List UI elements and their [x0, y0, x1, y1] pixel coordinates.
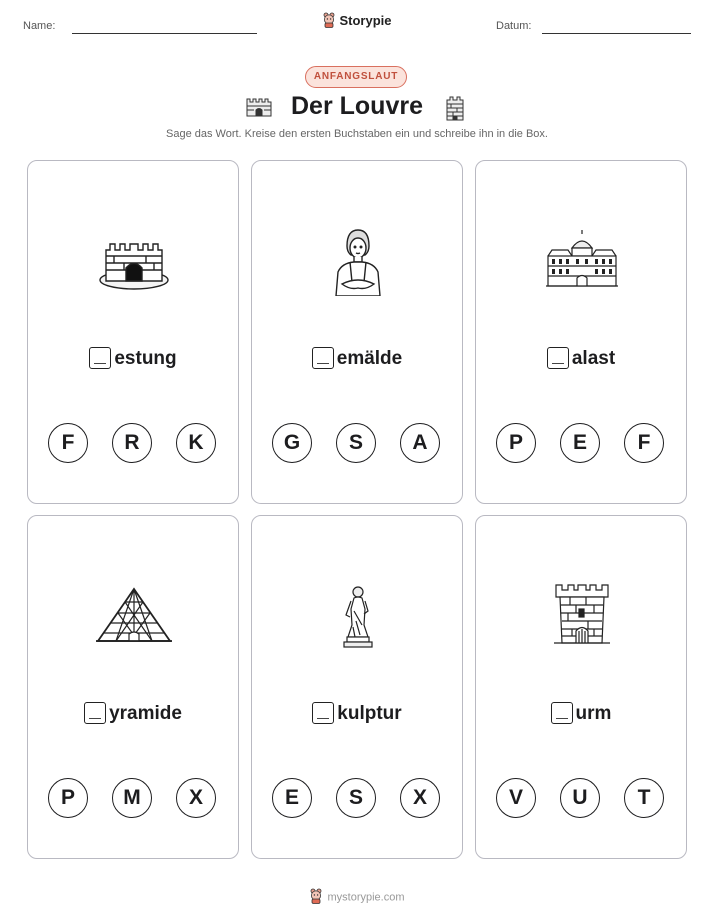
word-ending: estung — [114, 348, 177, 369]
answer-box[interactable] — [84, 702, 106, 724]
exercise-card — [475, 515, 687, 859]
letter-option[interactable]: T — [624, 778, 664, 818]
painting-portrait-icon — [318, 226, 398, 296]
word-ending: kulptur — [337, 703, 402, 724]
name-label: Name: — [23, 20, 56, 32]
letter-option[interactable]: K — [176, 423, 216, 463]
brand-name: Storypie — [339, 12, 392, 28]
letter-option[interactable]: S — [336, 423, 376, 463]
letter-option[interactable]: S — [336, 778, 376, 818]
palace-icon — [542, 226, 622, 296]
word-ending: emälde — [336, 348, 403, 369]
word-prompt — [476, 347, 686, 370]
footer-url[interactable]: mystorypie.com — [327, 891, 405, 904]
letter-option[interactable]: U — [560, 778, 600, 818]
word-ending: yramide — [109, 703, 182, 724]
answer-box[interactable] — [312, 347, 334, 369]
date-label: Datum: — [496, 20, 532, 32]
word-prompt — [252, 347, 462, 370]
exercise-card — [27, 160, 239, 504]
letter-option[interactable]: R — [112, 423, 152, 463]
letter-option[interactable]: G — [272, 423, 312, 463]
storypie-logo-icon — [322, 12, 336, 31]
letter-option[interactable]: F — [624, 423, 664, 463]
exercise-card — [27, 515, 239, 859]
letter-option[interactable]: E — [560, 423, 600, 463]
fortress-icon — [94, 226, 174, 296]
exercise-card — [475, 160, 687, 504]
brand — [0, 12, 714, 31]
word-ending: urm — [575, 703, 612, 724]
letter-option[interactable]: M — [112, 778, 152, 818]
date-line[interactable] — [542, 33, 691, 34]
letter-option[interactable]: V — [496, 778, 536, 818]
name-line[interactable] — [72, 33, 257, 34]
category-badge: ANFANGSLAUT — [305, 66, 407, 88]
letter-option[interactable]: X — [400, 778, 440, 818]
answer-box[interactable] — [312, 702, 334, 724]
letter-option[interactable]: P — [48, 778, 88, 818]
letter-option[interactable]: F — [48, 423, 88, 463]
word-prompt — [28, 347, 238, 370]
word-prompt — [476, 702, 686, 725]
letter-option[interactable]: A — [400, 423, 440, 463]
statue-icon — [318, 581, 398, 651]
instructions: Sage das Wort. Kreise den ersten Buchstaben ein und schreibe ihn in die Box. — [166, 128, 548, 140]
answer-box[interactable] — [89, 347, 111, 369]
letter-option[interactable]: X — [176, 778, 216, 818]
glass-pyramid-icon — [94, 581, 174, 651]
answer-box[interactable] — [551, 702, 573, 724]
exercise-card — [251, 160, 463, 504]
page-title: Der Louvre — [291, 92, 423, 120]
exercise-card — [251, 515, 463, 859]
tower-icon — [542, 581, 622, 651]
storypie-logo-icon — [309, 888, 323, 907]
answer-box[interactable] — [547, 347, 569, 369]
word-prompt — [252, 702, 462, 725]
letter-option[interactable]: E — [272, 778, 312, 818]
word-prompt — [28, 702, 238, 725]
footer — [0, 888, 714, 907]
letter-option[interactable]: P — [496, 423, 536, 463]
tower-icon — [442, 94, 468, 127]
word-ending: alast — [571, 348, 616, 369]
